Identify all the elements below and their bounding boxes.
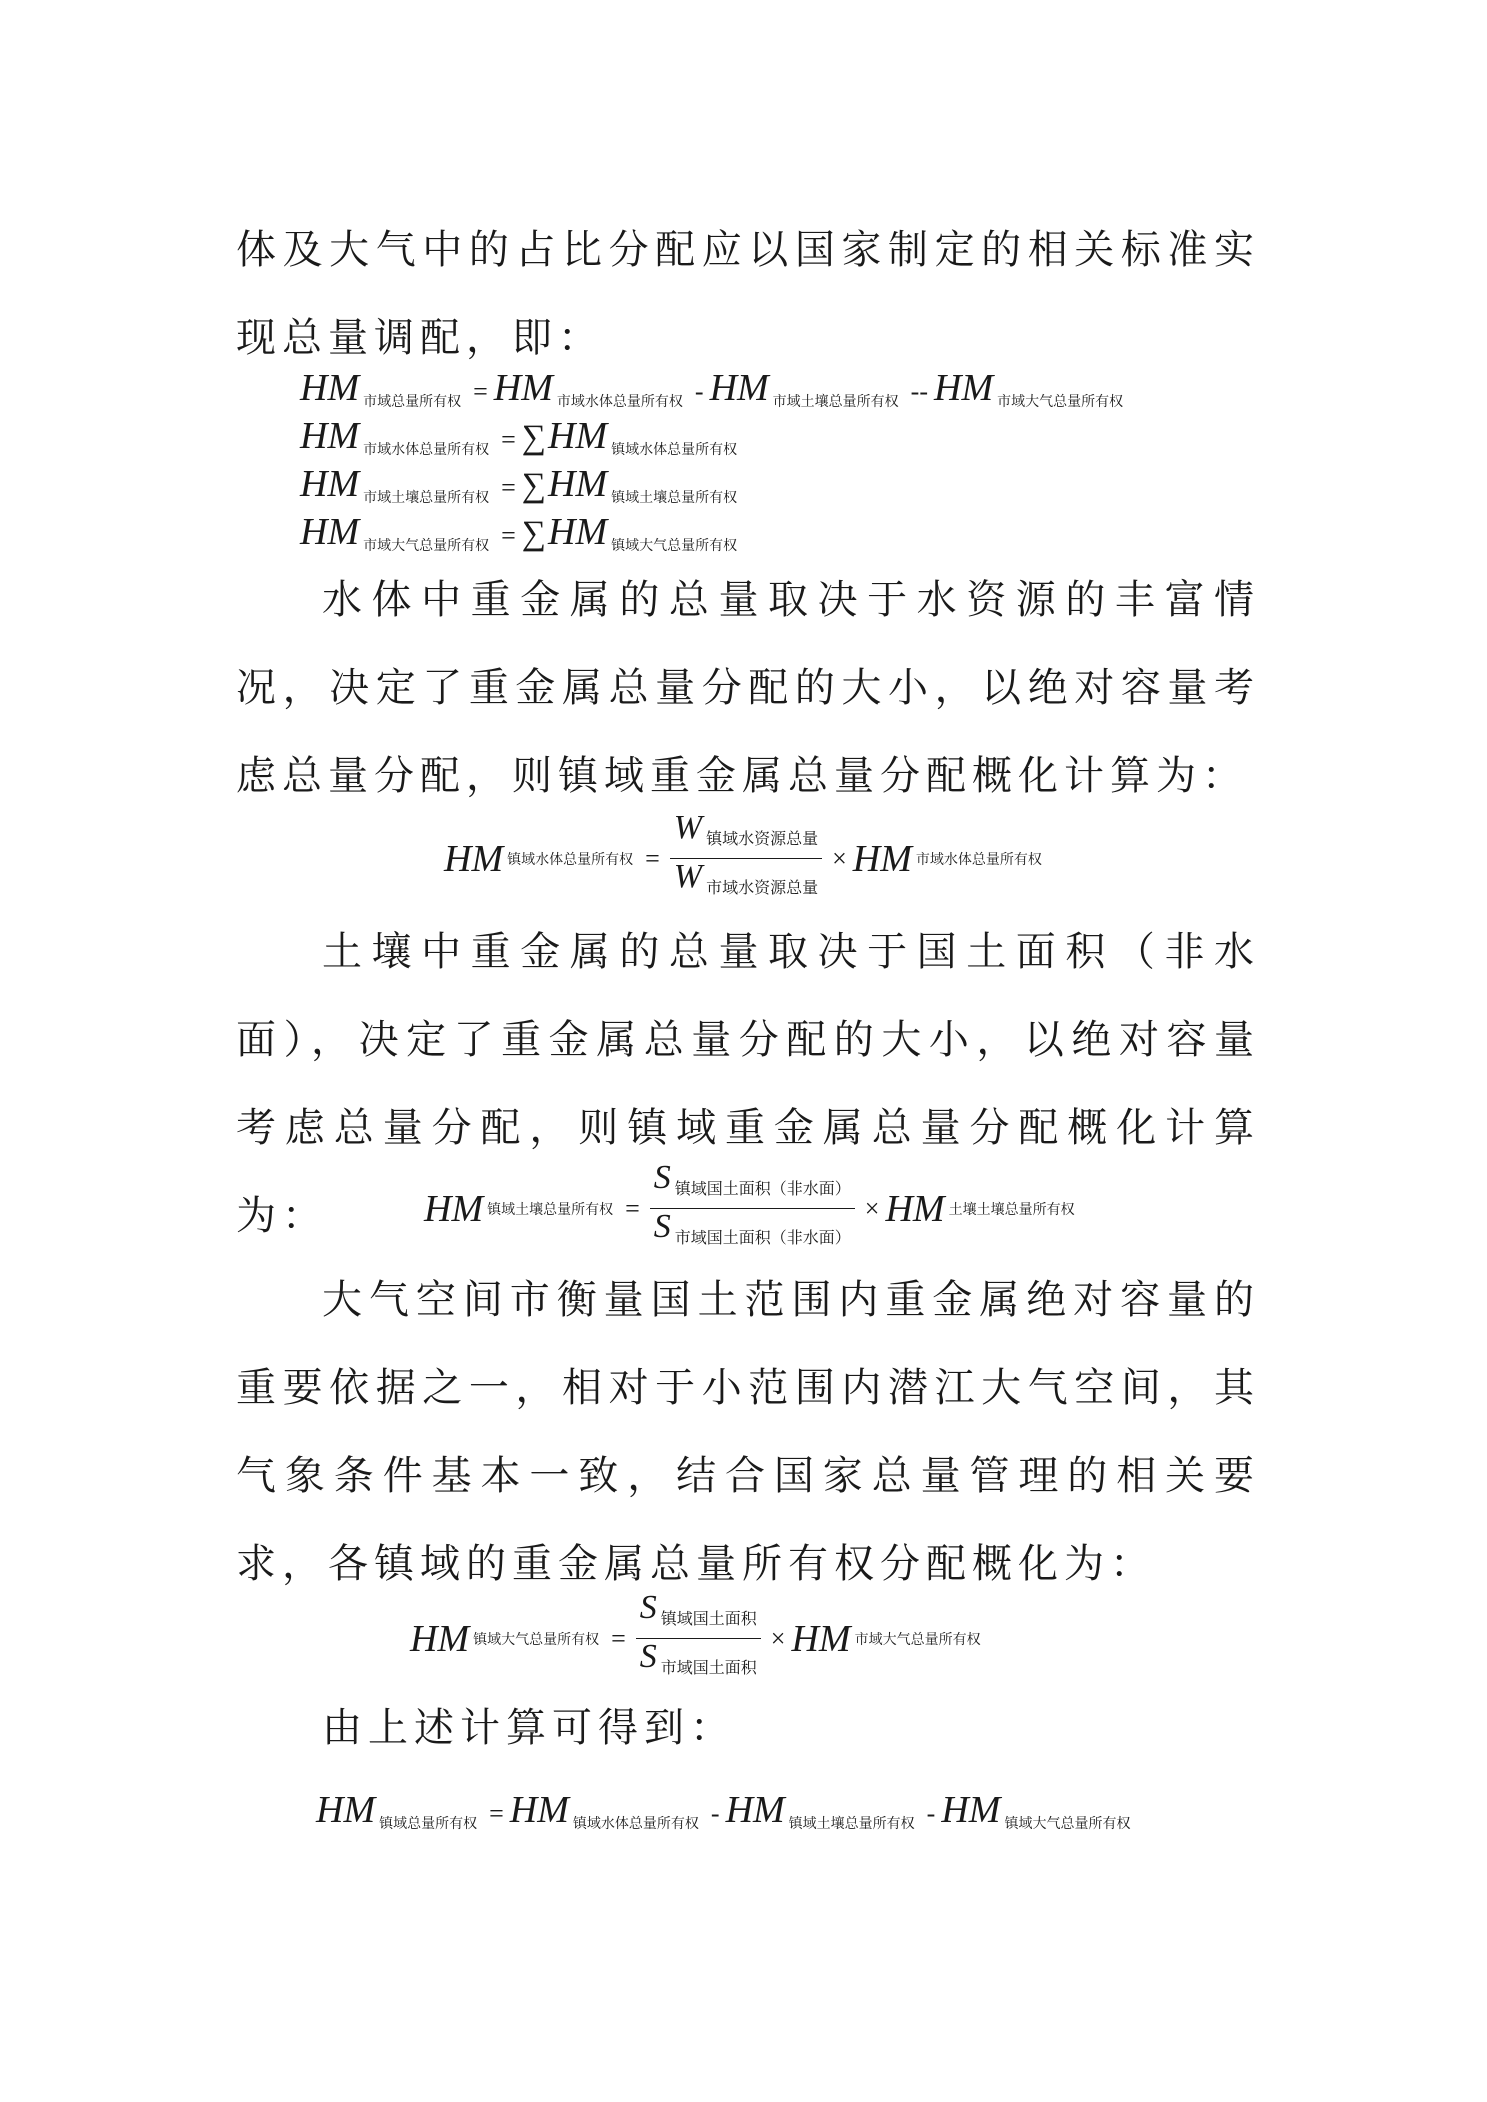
formula-city-air-sum: HM 市域大气总量所有权 = ∑HM 镇域大气总量所有权 xyxy=(300,511,738,554)
paragraph-intro: 体及大气中的占比分配应以国家制定的相关标准实现总量调配，即： xyxy=(236,227,1260,361)
fraction-water: $\frac{\text{W 镇域水资源总量}}{\text{W 市域水资源总量}}$ xyxy=(670,810,822,907)
formula-town-soil: HM 镇域土壤总量所有权 = $\frac{\text{S 镇域国土面积（非水面）}}{\text{S 市域国土面积（非水面）}}$ × HM 土壤土壤总量所有权 xyxy=(424,1160,1081,1257)
paragraph-soil: 土壤中重金属的总量取决于国土面积（非水面），决定了重金属总量分配的大小，以绝对容量考虑总量分配，则镇域重金属总量分配概化计算为： xyxy=(236,929,1260,1239)
paragraph-result: 由上述计算可得到： xyxy=(322,1705,736,1751)
formula-city-soil-sum: HM 市域土壤总量所有权 = ∑HM 镇域土壤总量所有权 xyxy=(300,463,738,506)
fraction-soil: $\frac{\text{S 镇域国土面积（非水面）}}{\text{S 市域国土面积（非水面）}}$ xyxy=(650,1160,855,1257)
formula-town-air: HM 镇域大气总量所有权 = $\frac{\text{S 镇域国土面积}}{\text{S 市域国土面积}}$ × HM 市域大气总量所有权 xyxy=(410,1590,987,1687)
paragraph-air: 大气空间市衡量国土范围内重金属绝对容量的重要依据之一，相对于小范围内潜江大气空间，其气象条件基本一致，结合国家总量管理的相关要求，各镇域的重金属总量所有权分配概化为： xyxy=(236,1277,1260,1587)
formula-town-total: HM 镇域总量所有权 = HM 镇域水体总量所有权 - HM 镇域土壤总量所有权 - HM 镇域大气总量所有权 xyxy=(316,1789,1131,1832)
fraction-air: $\frac{\text{S 镇域国土面积}}{\text{S 市域国土面积}}$ xyxy=(636,1590,761,1687)
formula-city-total: HM 市域总量所有权 = HM 市域水体总量所有权 - HM 市域土壤总量所有权 -- HM 市域大气总量所有权 xyxy=(300,367,1124,410)
formula-town-water: HM 镇域水体总量所有权 = $\frac{\text{W 镇域水资源总量}}{\text{W 市域水资源总量}}$ × HM 市域水体总量所有权 xyxy=(444,810,1048,907)
formula-city-water-sum: HM 市域水体总量所有权 = ∑HM 镇域水体总量所有权 xyxy=(300,415,738,458)
paragraph-water: 水体中重金属的总量取决于水资源的丰富情况，决定了重金属总量分配的大小，以绝对容量考虑总量分配，则镇域重金属总量分配概化计算为： xyxy=(236,577,1260,799)
